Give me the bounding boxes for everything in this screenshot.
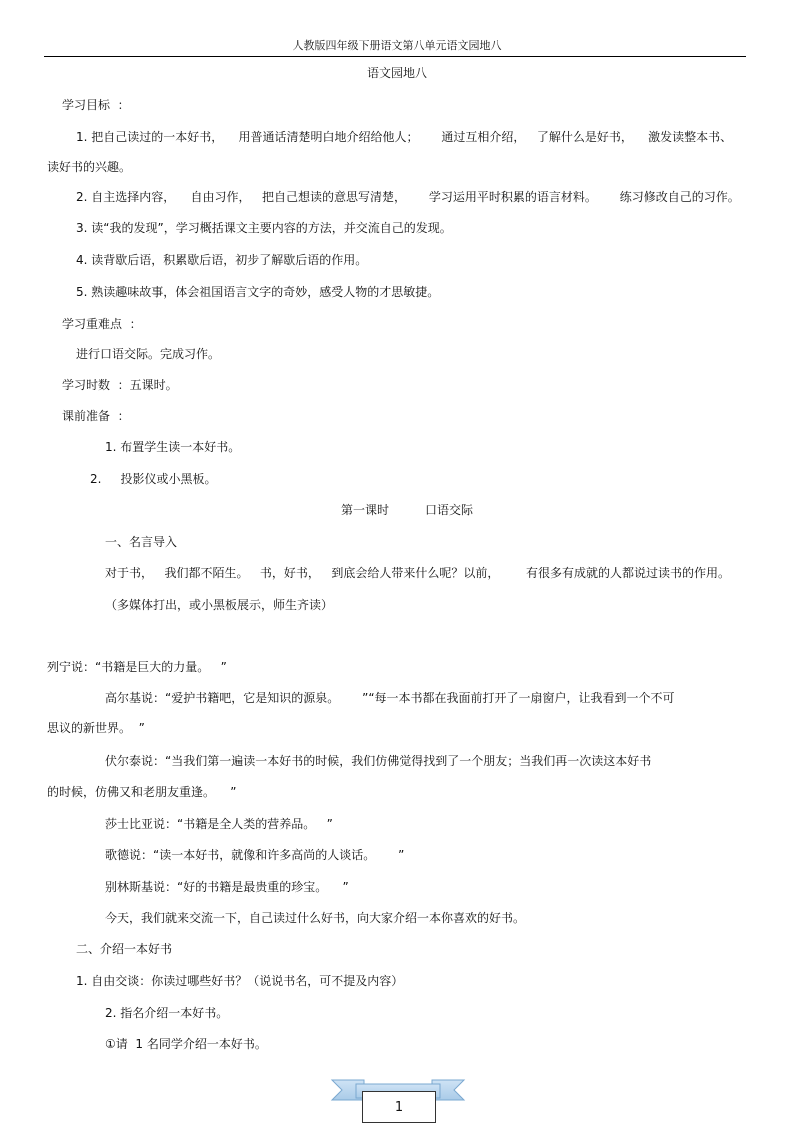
preparation-item-2: 2. 投影仪或小黑板。 [90, 472, 217, 486]
quote-gorky-continued: 思议的新世界。 ” [47, 721, 145, 735]
step-1: 1. 自由交谈：你读过哪些好书？（说说书名，可不提及内容） [76, 974, 404, 988]
objective-2: 2. 自主选择内容， 自由习作， 把自己想读的意思写清楚， 学习运用平时积累的语言材料。 练习修改自己的习作。 [76, 190, 740, 204]
objective-4: 4. 读背歇后语，积累歇后语，初步了解歇后语的作用。 [76, 253, 368, 267]
section-2-heading: 二、介绍一本好书 [76, 942, 173, 956]
lesson-topic: 口语交际 [425, 503, 474, 517]
objective-1: 1. 把自己读过的一本好书， 用普通话清楚明白地介绍给他人； 通过互相介绍， 了解什么是好书， 激发读整本书、 [76, 130, 733, 144]
quote-voltaire-continued: 的时候，仿佛又和老朋友重逢。 ” [47, 785, 237, 799]
lesson-title [341, 503, 473, 517]
objective-1-continued: 读好书的兴趣。 [47, 160, 132, 174]
quote-belinsky: 别林斯基说：“好的书籍是最贵重的珍宝。 ” [105, 880, 349, 894]
document-title: 语文园地八 [366, 66, 427, 80]
key-points-text: 进行口语交际。完成习作。 [76, 347, 221, 361]
header-divider [44, 56, 746, 57]
quote-voltaire: 伏尔泰说：“当我们第一遍读一本好书的时候，我们仿佛觉得找到了一个朋友；当我们再一次读这本好书 [105, 754, 652, 768]
key-points-heading: 学习重难点 ： [62, 317, 142, 331]
objectives-heading: 学习目标 ： [62, 98, 130, 112]
preparation-item-1: 1. 布置学生读一本好书。 [105, 440, 241, 454]
intro-paragraph: 对于书， 我们都不陌生。 书，好书， 到底会给人带来什么呢？以前， 有很多有成就的人都说过读书的作用。 [105, 566, 731, 580]
quote-goethe: 歌德说：“读一本好书，就像和许多高尚的人谈话。 ” [105, 848, 405, 862]
class-hours: 学习时数 ：五课时。 [62, 378, 178, 392]
objective-5: 5. 熟读趣味故事，体会祖国语言文字的奇妙，感受人物的才思敏捷。 [76, 285, 440, 299]
today-paragraph: 今天，我们就来交流一下，自己读过什么好书，向大家介绍一本你喜欢的好书。 [105, 911, 526, 925]
section-1-heading: 一、名言导入 [105, 535, 178, 549]
step-2-sub-1: ①请 1 名同学介绍一本好书。 [105, 1037, 267, 1051]
step-2: 2. 指名介绍一本好书。 [105, 1006, 229, 1020]
display-note: （多媒体打出，或小黑板展示，师生齐读） [105, 598, 334, 612]
quote-gorky: 高尔基说：“爱护书籍吧，它是知识的源泉。 ”“每一本书都在我面前打开了一扇窗户，让我看到一个不可 [105, 691, 675, 705]
page-header-title: 人教版四年级下册语文第八单元语文园地八 [292, 39, 502, 52]
preparation-heading: 课前准备 ： [62, 409, 130, 423]
quote-shakespeare: 莎士比亚说：“书籍是全人类的营养品。 ” [105, 817, 333, 831]
lesson-number: 第一课时 [341, 503, 390, 517]
quote-lenin: 列宁说：“书籍是巨大的力量。 ” [47, 660, 227, 674]
objective-3: 3. 读“我的发现”，学习概括课文主要内容的方法，并交流自己的发现。 [76, 221, 452, 235]
page-number: 1 [362, 1091, 436, 1123]
